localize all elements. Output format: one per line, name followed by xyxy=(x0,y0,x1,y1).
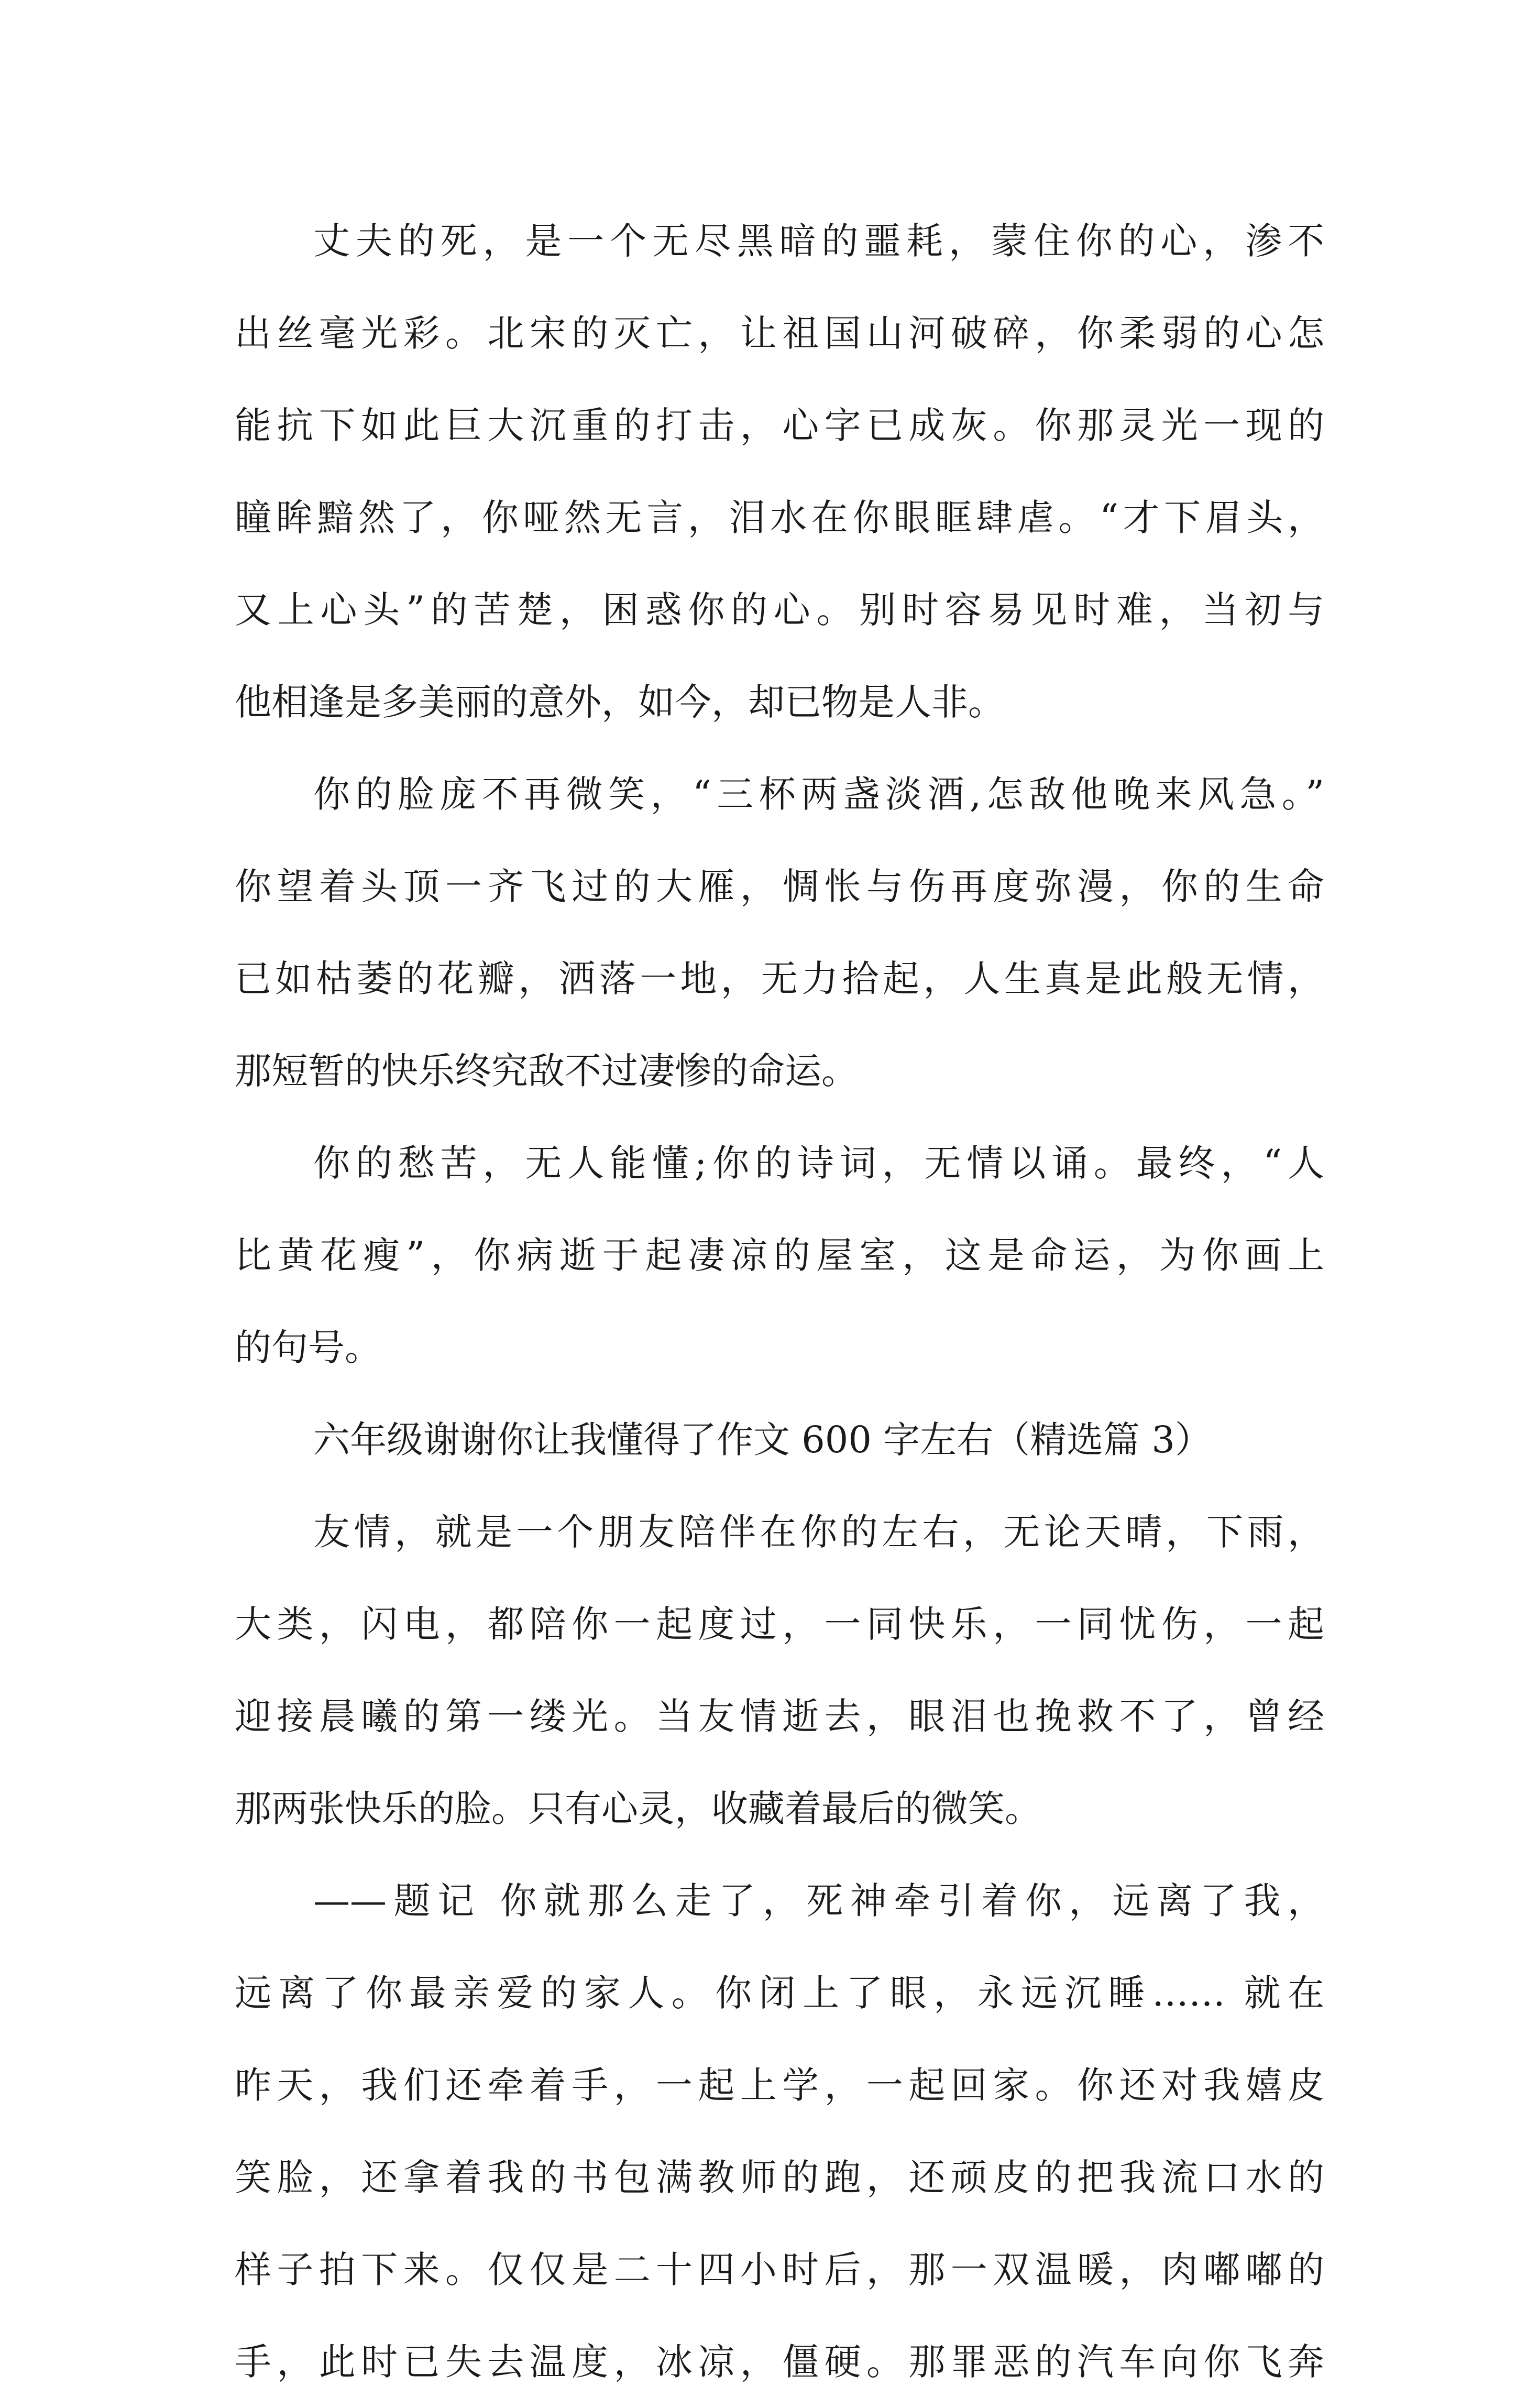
text-line: 瞳眸黯然了，你哑然无言，泪水在你眼眶肆虐。“才下眉头， xyxy=(235,496,1324,539)
text-line: 的句号。 xyxy=(235,1326,381,1369)
text-line: ——题记 你就那么走了，死神牵引着你，远离了我， xyxy=(313,1879,1324,1922)
text-line: 那短暂的快乐终究敌不过凄惨的命运。 xyxy=(235,1049,858,1092)
text-line: 你望着头顶一齐飞过的大雁，惆怅与伤再度弥漫，你的生命 xyxy=(235,865,1324,908)
text-line: 大类，闪电，都陪你一起度过，一同快乐，一同忧伤，一起 xyxy=(235,1603,1324,1646)
text-line: 他相逢是多美丽的意外，如今，却已物是人非。 xyxy=(235,681,1005,724)
text-line: 迎接晨曦的第一缕光。当友情逝去，眼泪也挽救不了，曾经 xyxy=(235,1695,1324,1738)
text-line: 又上心头”的苦楚，困惑你的心。别时容易见时难，当初与 xyxy=(235,588,1324,631)
text-line: 那两张快乐的脸。只有心灵，收藏着最后的微笑。 xyxy=(235,1787,1041,1830)
text-line: 已如枯萎的花瓣，洒落一地，无力拾起，人生真是此般无情， xyxy=(235,957,1324,1000)
text-line: 能抗下如此巨大沉重的打击，心字已成灰。你那灵光一现的 xyxy=(235,404,1324,447)
text-line: 远离了你最亲爱的家人。你闭上了眼，永远沉睡…… 就在 xyxy=(235,1972,1324,2015)
text-line: 你的脸庞不再微笑，“三杯两盏淡酒,怎敌他晚来风急。” xyxy=(313,773,1324,816)
text-line: 丈夫的死，是一个无尽黑暗的噩耗，蒙住你的心，渗不 xyxy=(313,220,1324,262)
text-line: 笑脸，还拿着我的书包满教师的跑，还顽皮的把我流口水的 xyxy=(235,2156,1324,2199)
text-line: 出丝毫光彩。北宋的灭亡，让祖国山河破碎，你柔弱的心怎 xyxy=(235,312,1324,355)
text-line: 手，此时已失去温度，冰凉，僵硬。那罪恶的汽车向你飞奔 xyxy=(235,2340,1324,2383)
text-line: 友情，就是一个朋友陪伴在你的左右，无论天晴，下雨， xyxy=(313,1511,1324,1553)
text-line: 样子拍下来。仅仅是二十四小时后，那一双温暖，肉嘟嘟的 xyxy=(235,2248,1324,2291)
text-line: 比黄花瘦”，你病逝于起凄凉的屋室，这是命运，为你画上 xyxy=(235,1234,1324,1277)
text-line: 你的愁苦，无人能懂;你的诗词，无情以诵。最终，“人 xyxy=(313,1142,1324,1185)
text-line: 昨天，我们还牵着手，一起上学，一起回家。你还对我嬉皮 xyxy=(235,2064,1324,2107)
document-body xyxy=(235,195,1324,2408)
text-line: 六年级谢谢你让我懂得了作文 600 字左右（精选篇 3） xyxy=(313,1418,1212,1461)
